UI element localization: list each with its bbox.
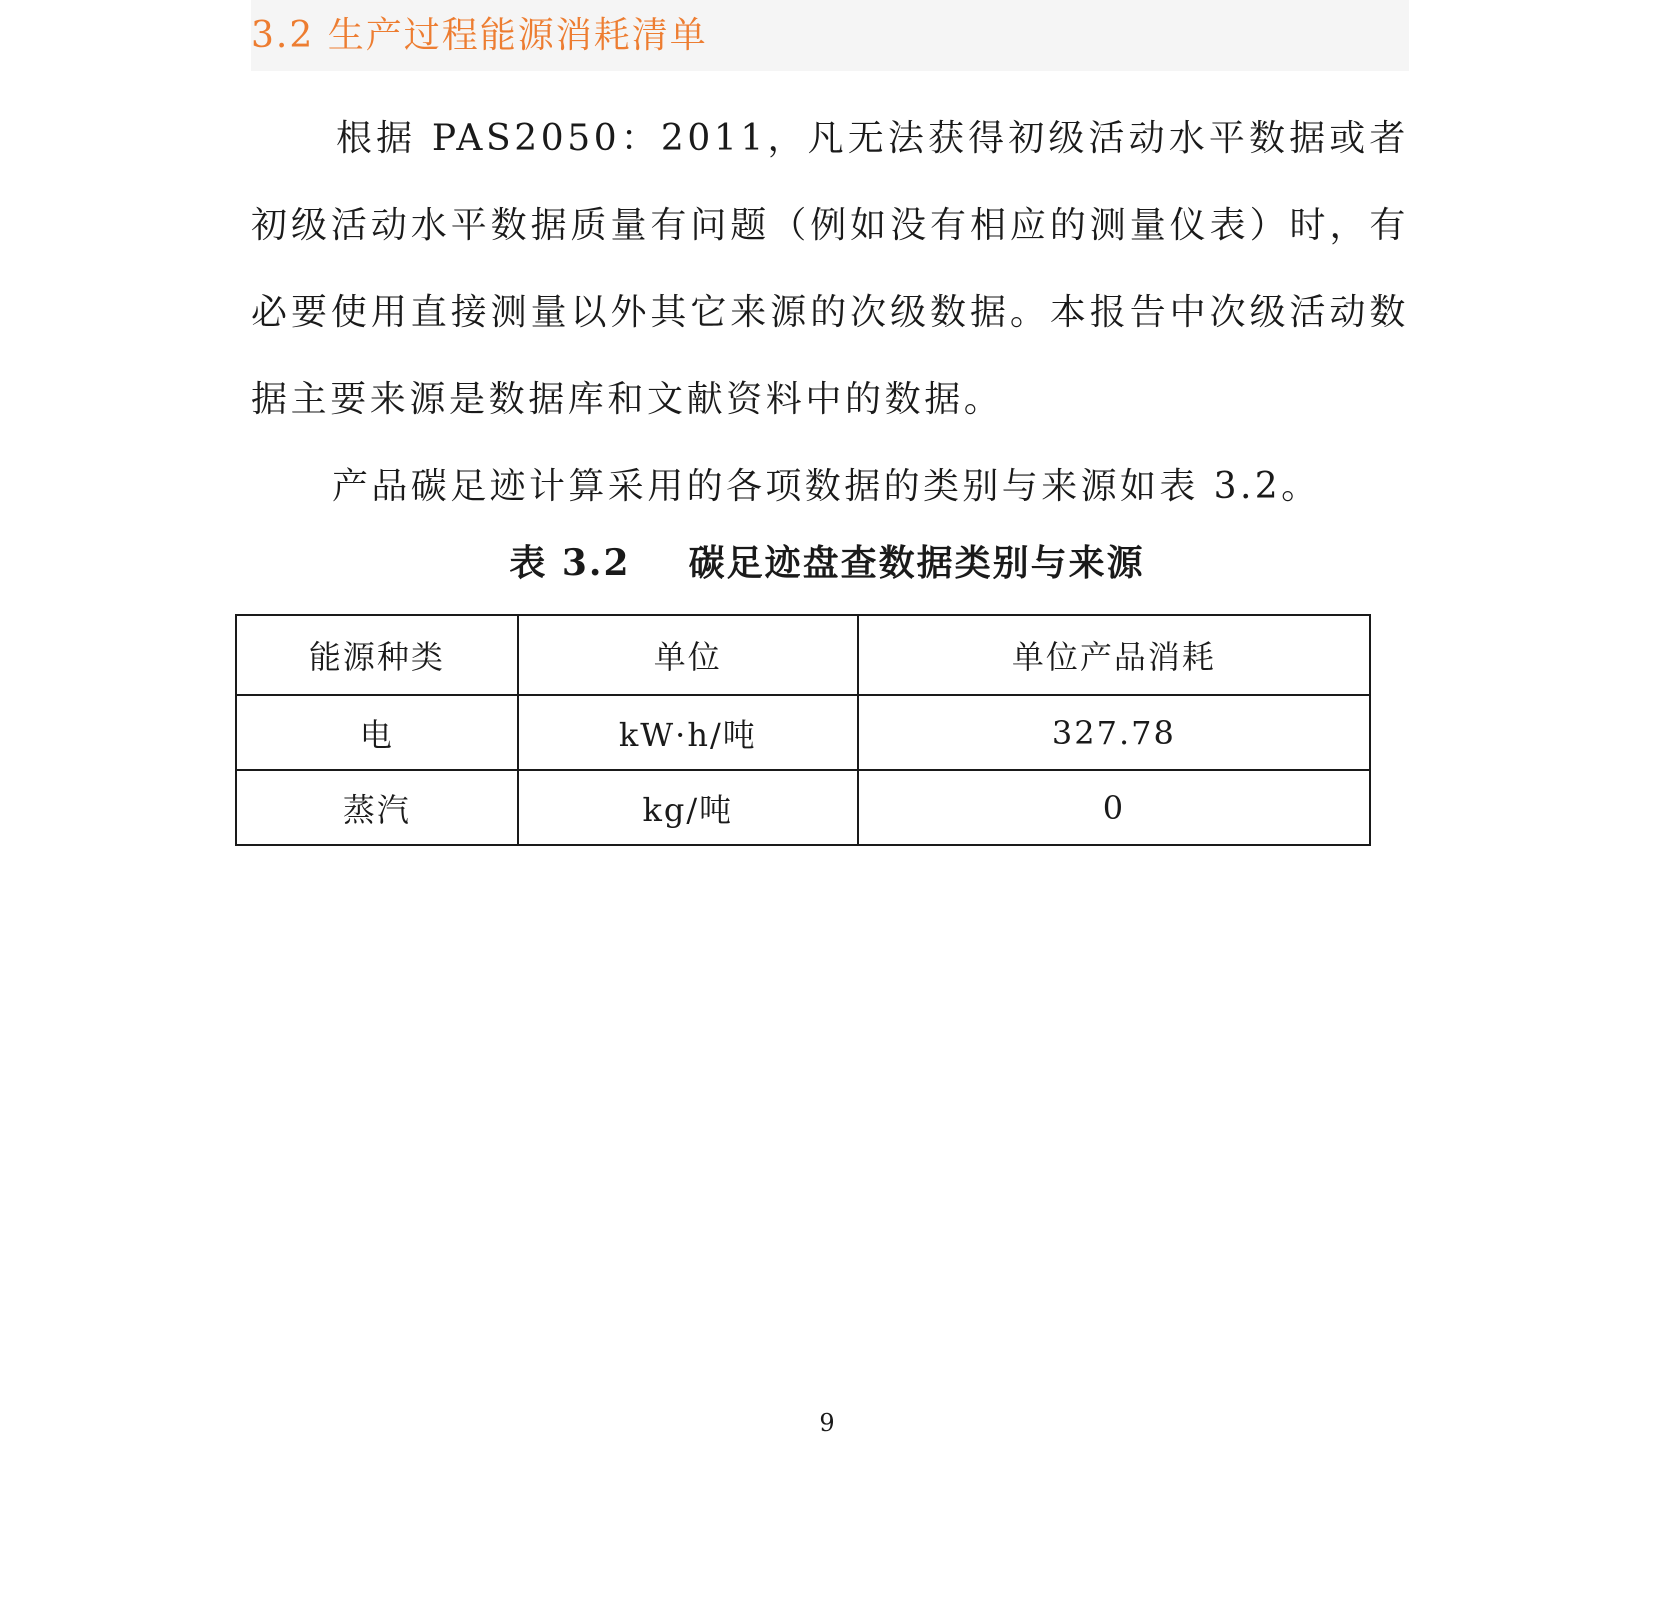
energy-consumption-table	[235, 614, 1371, 846]
table-header-cell: 单位	[518, 615, 858, 695]
table-cell: kg/吨	[518, 770, 858, 845]
table-cell: 327.78	[858, 695, 1370, 770]
section-heading: 3.2 生产过程能源消耗清单	[251, 15, 708, 56]
body-paragraph-1: 根据 PAS2050：2011，凡无法获得初级活动水平数据或者初级活动水平数据质量有问题（例如没有相应的测量仪表）时，有必要使用直接测量以外其它来源的次级数据。本报告中次级活动数据主要来源是数据库和文献资料中的数据。	[251, 118, 1409, 420]
table-row	[236, 695, 1370, 770]
table-cell: 蒸汽	[236, 770, 518, 845]
table-cell: 0	[858, 770, 1370, 845]
table-header-row	[236, 615, 1370, 695]
table-caption: 表 3.2 碳足迹盘查数据类别与来源	[509, 542, 1145, 584]
body-paragraph-2: 产品碳足迹计算采用的各项数据的类别与来源如表 3.2。	[332, 466, 1321, 507]
table-cell: kW·h/吨	[518, 695, 858, 770]
table-cell: 电	[236, 695, 518, 770]
page-number: 9	[819, 1409, 835, 1437]
table-row	[236, 770, 1370, 845]
table-header-cell: 能源种类	[236, 615, 518, 695]
table-header-cell: 单位产品消耗	[858, 615, 1370, 695]
